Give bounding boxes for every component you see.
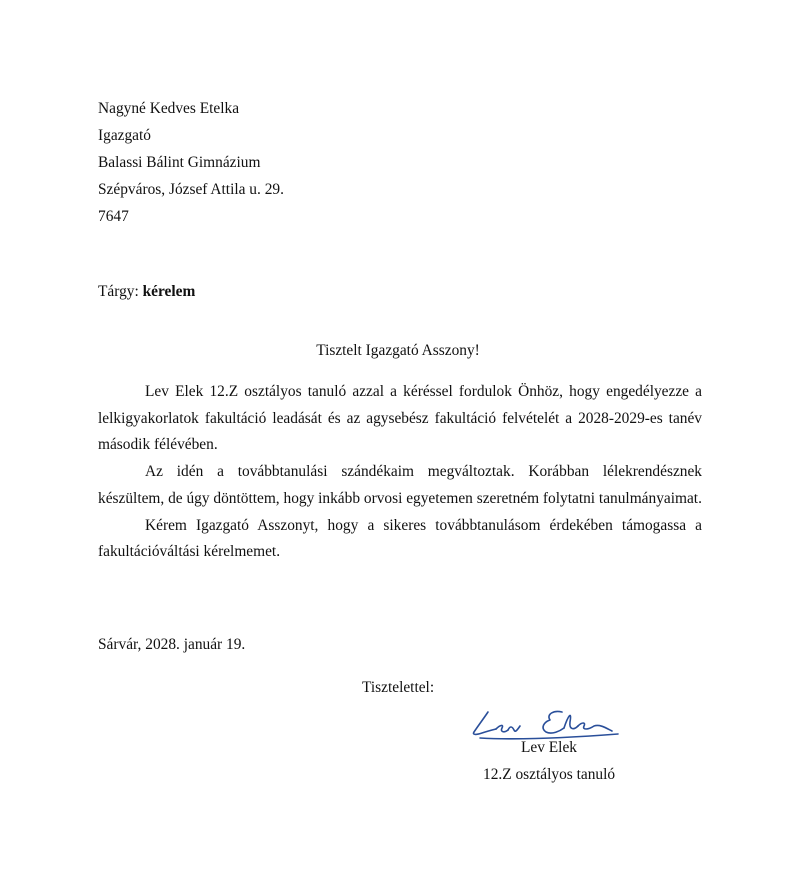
closing-phrase: Tisztelettel: xyxy=(362,679,435,696)
subject-line xyxy=(98,283,195,301)
letter-body xyxy=(98,379,702,566)
handwritten-signature xyxy=(466,700,626,744)
recipient-name: Nagyné Kedves Etelka xyxy=(98,100,240,117)
body-paragraph: Az idén a továbbtanulási szándékaim megváltoztak. Korábban lélekrendésznek készültem, de úgy döntöttem, hogy inkább orvosi egyetemen szeretném folytatni tanulmányaimat. xyxy=(98,463,702,507)
recipient-address-block xyxy=(98,95,284,230)
subject-label: Tárgy: xyxy=(98,283,139,300)
salutation: Tisztelt Igazgató Asszony! xyxy=(316,342,480,359)
body-paragraph: Kérem Igazgató Asszonyt, hogy a sikeres továbbtanulásom érdekében támogassa a fakultációváltási kérelmemet. xyxy=(98,516,702,561)
recipient-postcode: 7647 xyxy=(98,208,129,225)
signer-title: 12.Z osztályos tanuló xyxy=(483,766,616,783)
subject-value: kérelem xyxy=(142,283,196,300)
signer-name: Lev Elek xyxy=(521,739,577,756)
recipient-institution: Balassi Bálint Gimnázium xyxy=(98,154,261,171)
place-and-date: Sárvár, 2028. január 19. xyxy=(98,636,246,653)
recipient-street: Szépváros, József Attila u. 29. xyxy=(98,181,284,198)
recipient-position: Igazgató xyxy=(98,127,151,144)
body-paragraph: Lev Elek 12.Z osztályos tanuló azzal a kéréssel fordulok Önhöz, hogy engedélyezze a lelkigyakorlatok fakultáció leadását és az agysebész fakultáció felvételét a 2028-2029-es tanév második félévében. xyxy=(98,383,702,454)
